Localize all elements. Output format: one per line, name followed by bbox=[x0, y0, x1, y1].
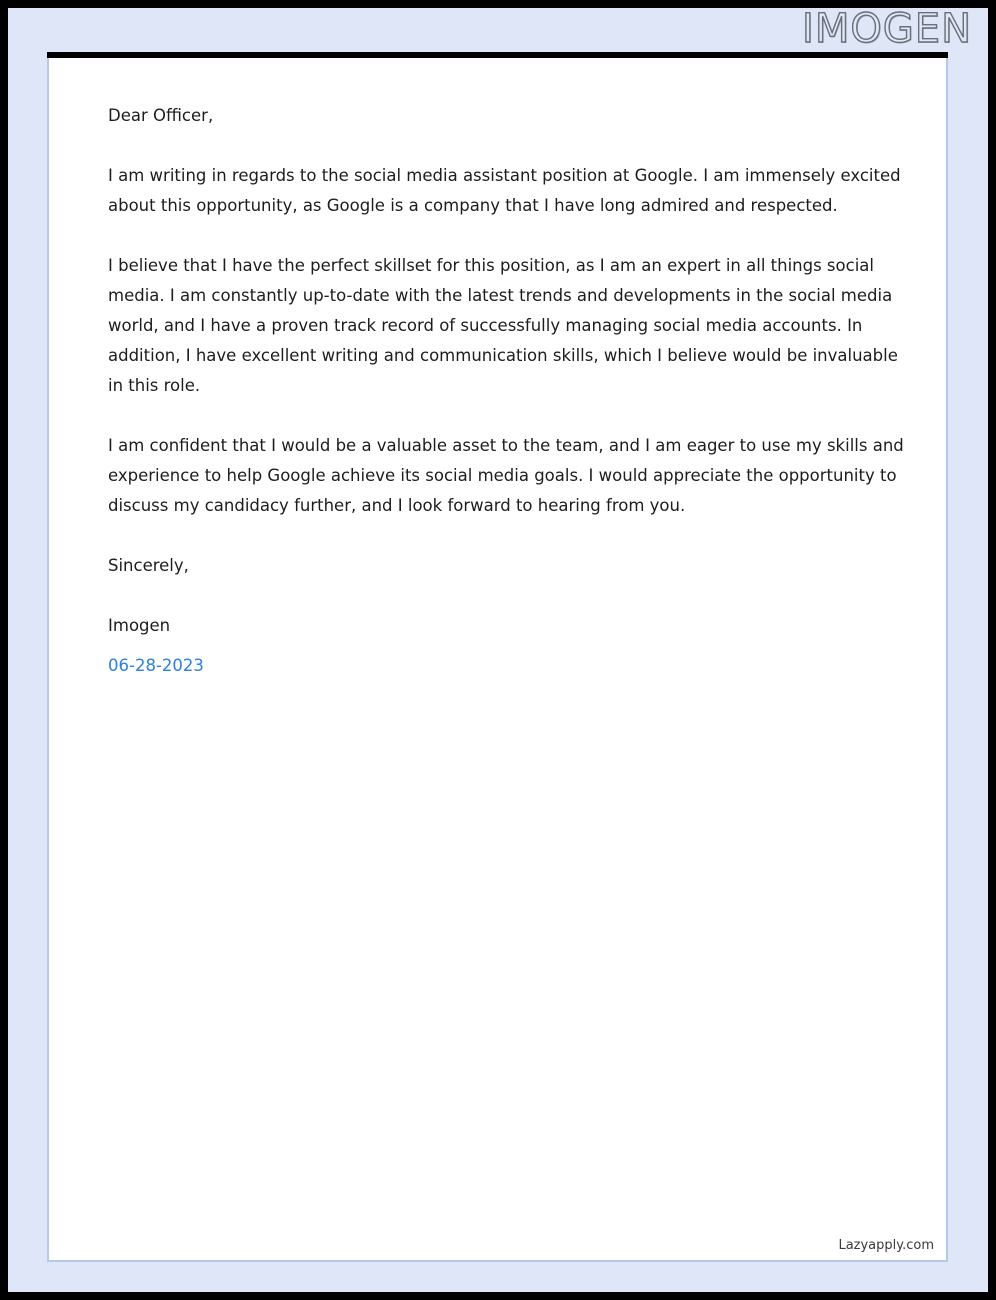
letter-signature-name: Imogen bbox=[108, 616, 171, 635]
letter-paragraph-3: I am confident that I would be a valuable asset to the team, and I am eager to use my skills and experience to help Google achieve its social media goals. I would appreciate the opportunity to discuss my candidacy further, and I look forward to hearing from you. bbox=[108, 436, 904, 515]
letter-sheet bbox=[47, 58, 948, 1262]
letter-paragraph-2: I believe that I have the perfect skillset for this position, as I am an expert in all things social media. I am constantly up-to-date with the latest trends and developments in the social media world, and I have a proven track record of successfully managing social media accounts. In addition, I have excellent writing and communication skills, which I believe would be invaluable in this role. bbox=[108, 256, 898, 395]
letter-salutation: Dear Officer, bbox=[108, 106, 214, 125]
letter-paragraph-1: I am writing in regards to the social media assistant position at Google. I am immensely excited about this opportunity, as Google is a company that I have long admired and respected. bbox=[108, 166, 901, 215]
applicant-name-title: IMOGEN bbox=[802, 6, 972, 52]
letter-date: 06-28-2023 bbox=[108, 656, 204, 675]
document-header bbox=[8, 8, 988, 52]
letter-closing: Sincerely, bbox=[108, 556, 189, 575]
letter-body bbox=[108, 101, 913, 681]
footer-brand-link[interactable]: Lazyapply.com bbox=[838, 1238, 934, 1253]
cover-letter-page bbox=[8, 8, 988, 1292]
